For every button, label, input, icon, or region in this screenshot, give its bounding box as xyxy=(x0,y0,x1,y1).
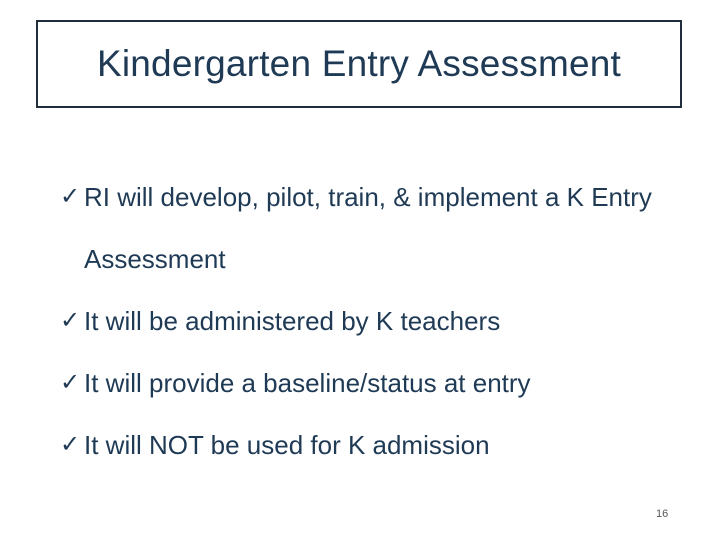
bullet-list xyxy=(60,166,700,476)
bullet-text: It will NOT be used for K admission xyxy=(84,430,490,460)
bullet-item xyxy=(60,166,700,290)
bullet-text: It will be administered by K teachers xyxy=(84,306,501,336)
bullet-text: It will provide a baseline/status at entry xyxy=(84,368,531,398)
check-icon: ✓ xyxy=(60,431,81,458)
bullet-text: RI will develop, pilot, train, & implement a K Entry Assessment xyxy=(84,182,652,274)
bullet-item xyxy=(60,414,700,476)
title-box xyxy=(36,20,682,108)
slide-title: Kindergarten Entry Assessment xyxy=(96,43,622,84)
check-icon: ✓ xyxy=(60,369,81,396)
bullet-item xyxy=(60,352,700,414)
slide-number: 16 xyxy=(656,508,669,520)
check-icon: ✓ xyxy=(60,307,81,334)
bullet-item xyxy=(60,290,700,352)
check-icon: ✓ xyxy=(60,183,81,210)
